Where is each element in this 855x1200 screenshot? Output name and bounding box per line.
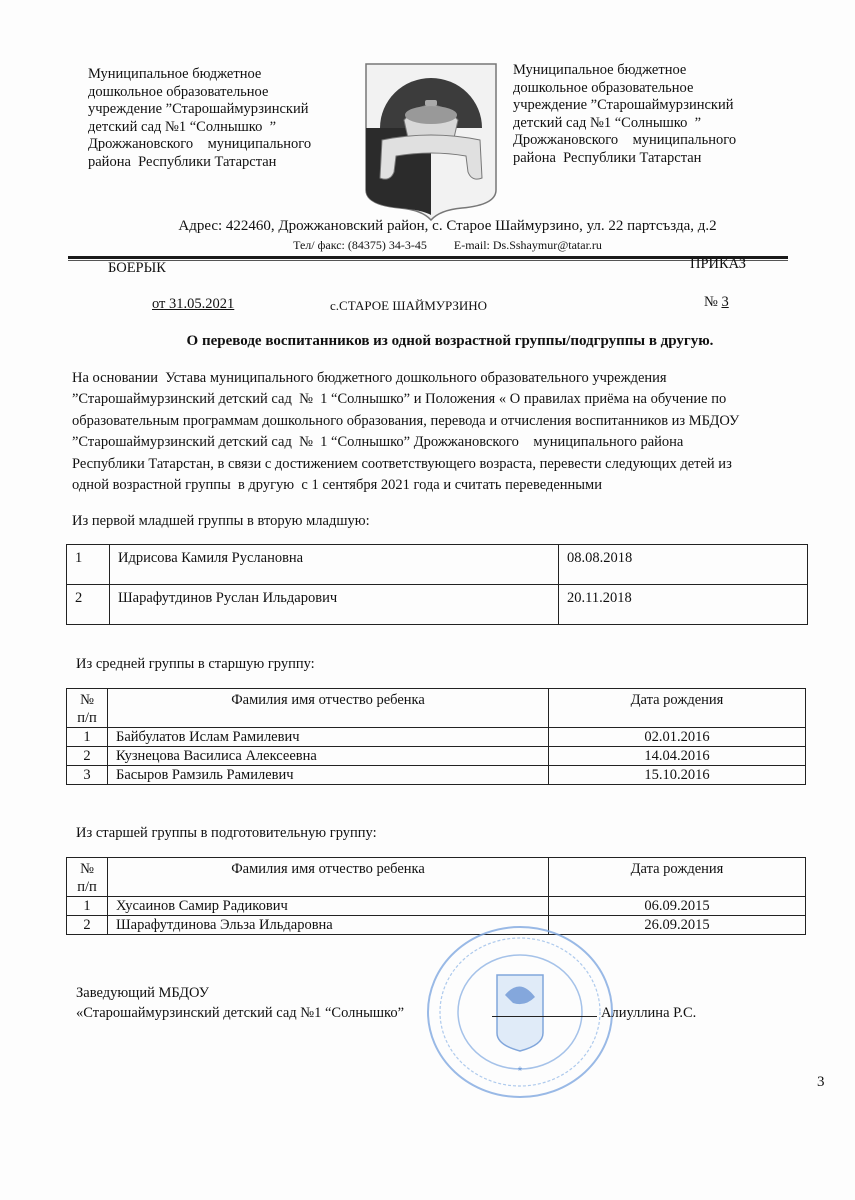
header-divider <box>68 256 788 259</box>
org-line: учреждение ”Старошаймурзинский <box>513 97 734 114</box>
cell-date: 20.11.2018 <box>559 585 808 625</box>
org-line: учреждение ”Старошаймурзинский <box>88 101 309 118</box>
org-line: Дрожжановского муниципального <box>88 136 312 153</box>
header-num-line: п/п <box>77 710 97 726</box>
org-name-right <box>513 62 736 168</box>
org-line: района Республики Татарстан <box>513 149 702 166</box>
page-number: 3 <box>817 1074 825 1090</box>
body-line: На основании Устава муниципального бюджетного дошкольного образовательного учреждения <box>72 370 667 386</box>
section-heading: Из первой младшей группы в вторую младшую: <box>72 513 370 529</box>
transfer-table-junior <box>66 544 808 625</box>
svg-text:*: * <box>517 1064 523 1078</box>
cell-date: 26.09.2015 <box>549 916 806 935</box>
header-num-line: № <box>80 692 94 708</box>
contacts <box>20 238 855 253</box>
cell-num: 1 <box>67 728 108 747</box>
cell-num: 3 <box>67 766 108 785</box>
coat-of-arms-icon <box>362 60 500 222</box>
order-label-tatar: БОЕРЫК <box>108 260 166 276</box>
org-line: района Республики Татарстан <box>88 153 277 170</box>
cell-num: 2 <box>67 747 108 766</box>
org-line: дошкольное образовательное <box>88 83 269 100</box>
phone: Тел/ факс: (84375) 34-3-45 <box>293 238 427 252</box>
header-num-line: п/п <box>77 879 97 895</box>
body-line: Республики Татарстан, в связи с достижением соответствующего возраста, перевести следующих детей из <box>72 455 732 472</box>
cell-name: Идрисова Камиля Руслановна <box>110 545 559 585</box>
org-line: дошкольное образовательное <box>513 79 694 96</box>
header-date: Дата рождения <box>549 858 806 897</box>
order-date: от 31.05.2021 <box>152 296 235 312</box>
cell-date: 02.01.2016 <box>549 728 806 747</box>
number-sign: № <box>704 294 718 310</box>
org-name-left <box>88 66 311 172</box>
cell-name: Байбулатов Ислам Рамилевич <box>108 728 549 747</box>
body-line: образовательным программам дошкольного образования, перевода и отчисления воспитанников из МБДОУ <box>72 412 740 429</box>
org-line: детский сад №1 “Солнышко ” <box>88 118 277 135</box>
cell-name: Кузнецова Василиса Алексеевна <box>108 747 549 766</box>
table-row <box>67 747 806 766</box>
address: Адрес: 422460, Дрожжановский район, с. Старое Шаймурзино, ул. 22 партсъзда, д.2 <box>178 218 717 234</box>
official-stamp-icon <box>425 925 615 1100</box>
header-num-line: № <box>80 861 94 877</box>
order-body <box>72 368 802 496</box>
order-number <box>704 294 729 311</box>
cell-num: 2 <box>67 916 108 935</box>
cell-name: Басыров Рамзиль Рамилевич <box>108 766 549 785</box>
org-line: Муниципальное бюджетное <box>88 66 262 82</box>
header-num <box>67 689 108 728</box>
table-header <box>67 689 806 728</box>
cell-name: Хусаинов Самир Радикович <box>108 897 549 916</box>
table-row <box>67 545 808 585</box>
table-row <box>67 585 808 625</box>
cell-date: 15.10.2016 <box>549 766 806 785</box>
cell-date: 06.09.2015 <box>549 897 806 916</box>
org-line: Дрожжановского муниципального <box>513 132 737 149</box>
header-name: Фамилия имя отчество ребенка <box>108 858 549 897</box>
cell-name: Шарафутдинов Руслан Ильдарович <box>110 585 559 625</box>
body-line: одной возрастной группы в другую с 1 сентября 2021 года и считать переведенными <box>72 477 602 494</box>
org-line: Муниципальное бюджетное <box>513 62 687 78</box>
order-label-russian: ПРИКАЗ <box>690 256 747 272</box>
cell-num: 1 <box>67 897 108 916</box>
header-num <box>67 858 108 897</box>
cell-name: Шарафутдинова Эльза Ильдаровна <box>108 916 549 935</box>
header-name: Фамилия имя отчество ребенка <box>108 689 549 728</box>
table-row <box>67 897 806 916</box>
signature-line <box>492 1016 597 1017</box>
header-divider-thin <box>68 260 788 261</box>
signatory-name: Алиуллина Р.С. <box>601 1005 697 1021</box>
header-date: Дата рождения <box>549 689 806 728</box>
cell-date: 08.08.2018 <box>559 545 808 585</box>
signature-org: «Старошаймурзинский детский сад №1 “Солнышко” <box>76 1005 405 1021</box>
transfer-table-senior <box>66 857 806 935</box>
number-value: 3 <box>721 294 729 310</box>
order-title: О переводе воспитанников из одной возрастной группы/подгруппы в другую. <box>186 333 714 349</box>
email: E-mail: Ds.Sshaymur@tatar.ru <box>453 238 602 252</box>
table-row <box>67 766 806 785</box>
table-row <box>67 728 806 747</box>
cell-num: 1 <box>67 545 110 585</box>
section-heading: Из средней группы в старшую группу: <box>76 656 315 672</box>
cell-num: 2 <box>67 585 110 625</box>
body-line: ”Старошаймурзинский детский сад № 1 “Солнышко” Дрожжановского муниципального района <box>72 434 684 451</box>
cell-date: 14.04.2016 <box>549 747 806 766</box>
transfer-table-middle <box>66 688 806 785</box>
signature-position: Заведующий МБДОУ <box>76 985 209 1001</box>
order-place: с.СТАРОЕ ШАЙМУРЗИНО <box>330 298 488 313</box>
section-heading: Из старшей группы в подготовительную группу: <box>76 825 377 841</box>
table-header <box>67 858 806 897</box>
org-line: детский сад №1 “Солнышко ” <box>513 114 702 131</box>
body-line: ”Старошаймурзинский детский сад № 1 “Солнышко” и Положения « О правилах приёма на обучение по <box>72 391 727 408</box>
